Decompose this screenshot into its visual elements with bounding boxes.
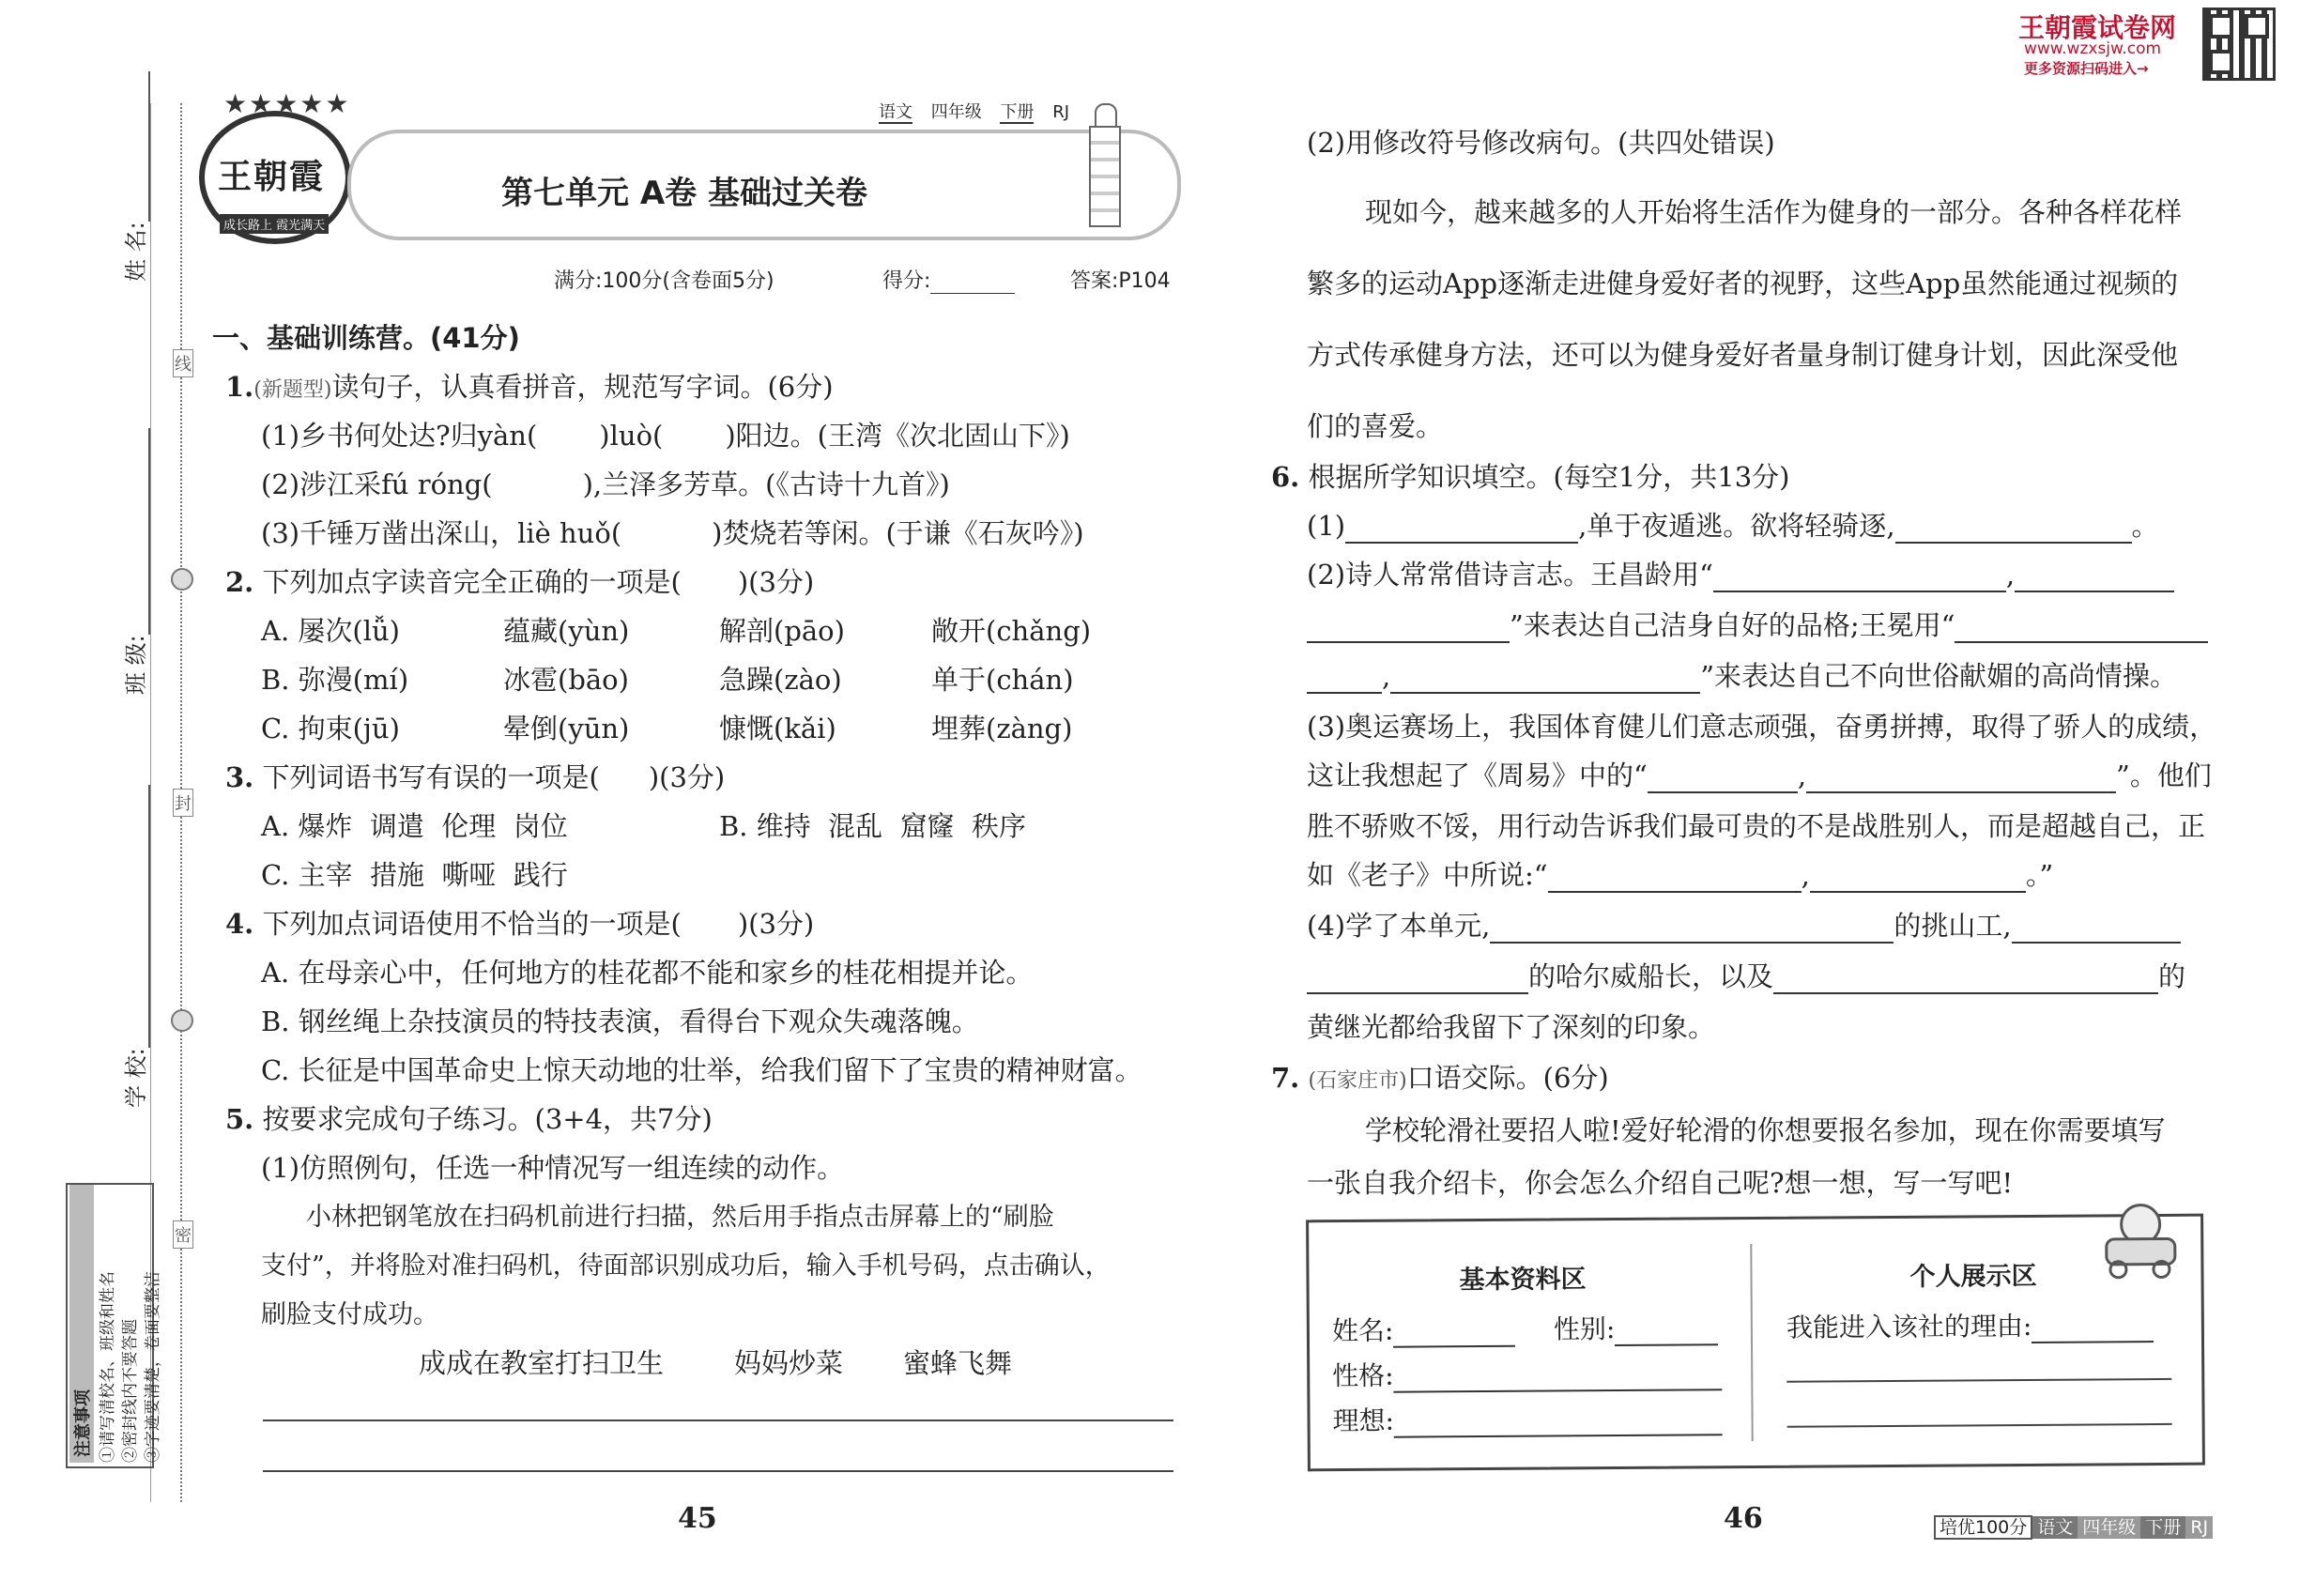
q6-item-3-cont: 如《老子》中所说:“ , 。” [1307,859,2054,891]
card-left-title: 基本资料区 [1459,1265,1587,1296]
card-right-title: 个人展示区 [1909,1261,2037,1292]
fill-blank[interactable] [1390,664,1700,694]
site-hint: 更多资源扫码进入→ [2024,60,2149,77]
page-number-left: 45 [678,1502,717,1535]
q1-item-1: (1)乡书何处达?归yàn( )luò( )阳边。(王湾《次北固山下》) [261,420,1070,452]
notes-box [66,1183,162,1468]
tag-volume: 下册 [1000,102,1035,122]
title-banner [347,130,1181,240]
fill-blank[interactable] [1307,613,1510,643]
q5-choice: 成成在教室打扫卫生 [419,1347,665,1379]
q5-example-line: 刷脸支付成功。 [261,1300,438,1329]
q6-item-2-cont: , ”来表达自己不向世俗献媚的高尚情操。 [1307,655,2177,694]
note-item: ①请写清校名、班级和姓名 [99,1271,117,1463]
cut-mark-secret: 密 [173,1220,193,1249]
footer-tag: 下册 [2140,1516,2185,1539]
card-reason-field[interactable]: 我能进入该社的理由: [1786,1305,2154,1345]
fill-blank[interactable] [2015,562,2174,592]
lighthouse-icon [1087,103,1121,225]
answer-line[interactable] [263,1420,1173,1421]
q6-item-2-cont: ”来表达自己洁身自好的品格;王冕用“ [1307,605,2208,643]
subject-tags [879,99,1069,123]
brand-tagline: 成长路上 霞光满天 [220,214,329,234]
note-item: ③字迹要清楚，卷面要整洁 [144,1271,162,1463]
fill-blank[interactable] [1810,863,2026,893]
footer-badge: 培优100分 [1934,1515,2032,1540]
note-item: ②密封线内不要答题 [121,1319,140,1463]
fill-blank[interactable] [1345,514,1578,544]
footer-tag: 语文 [2032,1516,2078,1539]
q6-item-3: (3)奥运赛场上，我国体育健儿们意志顽强，奋勇拼搏，取得了骄人的成绩， [1307,711,2217,743]
site-name: 王朝霞试卷网 [2018,12,2177,43]
card-name-field[interactable]: 姓名: [1332,1310,1516,1348]
cut-mark-seal: 封 [173,789,193,817]
question-1: 1.(新题型)读句子，认真看拼音，规范写字词。(6分) [225,371,834,403]
page-title: 第七单元 A卷 基础过关卷 [501,175,867,212]
answer-ref: 答案:P104 [1070,269,1171,293]
fill-blank[interactable] [1773,964,2158,994]
q6-item-3-cont: 胜不骄败不馁，用行动告诉我们最可贵的不是战胜别人，而是超越自己，正 [1307,810,2206,842]
answer-line[interactable] [263,1470,1173,1472]
fill-blank[interactable] [1806,763,2116,793]
school-label: 学 校: [117,785,150,1108]
q6-item-1: (1) ,单于夜遁逃。欲将轻骑逐, 。 [1307,510,2159,542]
passage-line: 现如今，越来越多的人开始将生活作为健身的一部分。各种各样花样 [1365,196,2183,228]
q5-example-line: 小林把钢笔放在扫码机前进行扫描，然后用手指点击屏幕上的“刷脸 [306,1203,1054,1232]
q3-option-b: B. 维持 混乱 窟窿 秩序 [719,810,1027,842]
question-5: 5. 按要求完成句子练习。(3+4，共7分) [225,1103,713,1135]
fill-blank[interactable] [1307,664,1382,694]
q5-choice: 蜜蜂飞舞 [903,1347,1013,1379]
site-url: www.wzxsjw.com [2024,39,2162,58]
score-label: 得分: [882,265,1015,294]
stars-icon: ★★★★★ [223,88,351,119]
fill-blank[interactable] [1648,763,1798,793]
q1-item-3: (3)千锤万凿出深山，liè huǒ( )焚烧若等闲。(于谦《石灰吟》) [261,517,1084,549]
notes-title: 注意事项 [69,1185,94,1463]
question-4: 4. 下列加点词语使用不恰当的一项是( )(3分) [225,908,815,940]
page-number-right: 46 [1724,1502,1763,1535]
card-ideal-field[interactable]: 理想: [1332,1398,1723,1438]
footer-series [1934,1513,2213,1539]
roller-skate-icon [2095,1204,2186,1280]
q7-prompt: 学校轮滑社要招人啦!爱好轮滑的你想要报名参加，现在你需要填写 [1365,1114,2166,1146]
q3-option-c: C. 主宰 措施 嘶哑 践行 [261,859,568,891]
brand-logo-text: 王朝霞 [218,157,326,196]
q4-option-a: A. 在母亲心中，任何地方的桂花都不能和家乡的桂花相提并论。 [261,957,1034,989]
q7-prompt: 一张自我介绍卡，你会怎么介绍自己呢?想一想，写一写吧! [1307,1167,2014,1199]
passage-line: 繁多的运动App逐渐走进健身爱好者的视野，这些App虽然能通过视频的 [1307,268,2179,299]
question-3: 3. 下列词语书写有误的一项是( )(3分) [225,761,726,793]
score-total: 满分:100分(含卷面5分) [554,269,774,293]
question-2: 2. 下列加点字读音完全正确的一项是( )(3分) [225,566,815,598]
fill-blank[interactable] [1490,913,1894,944]
binding-hole-icon [171,568,193,591]
q5-part-1: (1)仿照例句，任选一种情况写一组连续的动作。 [261,1152,845,1184]
passage-line: 方式传承健身方法，还可以为健身爱好者量身制订健身计划，因此深受他 [1307,339,2179,371]
q5-choice: 妈妈炒菜 [734,1347,844,1379]
answer-line[interactable] [1787,1423,2172,1428]
fill-blank[interactable] [1713,562,2006,592]
card-gender-field[interactable]: 性别: [1554,1308,1719,1346]
tag-edition: RJ [1052,102,1070,122]
binding-hole-icon [171,1009,193,1032]
footer-tag: RJ [2185,1516,2213,1539]
q6-item-4-cont: 的哈尔威船长，以及 的 [1307,956,2185,994]
q6-item-2: (2)诗人常常借诗言志。王昌龄用“ , [1307,554,2174,592]
footer-tag: 四年级 [2078,1516,2140,1539]
q4-option-c: C. 长征是中国革命史上惊天动地的壮举，给我们留下了宝贵的精神财富。 [261,1054,1142,1086]
card-divider [1750,1244,1753,1441]
q5-part-2: (2)用修改符号修改病句。(共四处错误) [1307,127,1775,159]
question-7: 7. (石家庄市)口语交际。(6分) [1271,1062,1609,1094]
q6-item-4: (4)学了本单元, 的挑山工, [1307,905,2181,944]
section-heading: 一、基础训练营。(41分) [212,322,520,354]
q1-item-2: (2)涉江采fú róng( ),兰泽多芳草。(《古诗十九首》) [261,468,950,500]
q3-option-a: A. 爆炸 调遣 伦理 岗位 [261,810,568,842]
fill-blank[interactable] [1895,514,2132,544]
answer-line[interactable] [1786,1378,2171,1383]
fill-blank[interactable] [1955,613,2208,643]
tag-subject: 语文 [879,102,912,122]
q5-example-line: 支付”，并将脸对准扫码机，待面部识别成功后，输入手机号码，点击确认， [261,1251,1111,1281]
brand-logo [199,88,351,244]
fill-blank[interactable] [1548,863,1802,893]
tag-grade: 四年级 [930,102,982,122]
fill-blank[interactable] [2012,913,2181,944]
question-6: 6. 根据所学知识填空。(每空1分，共13分) [1271,461,1790,493]
qr-code-icon[interactable] [2202,8,2276,81]
fill-blank[interactable] [1307,964,1528,994]
q6-item-3-cont: 这让我想起了《周易》中的“ , ”。他们 [1307,760,2212,791]
cut-mark-line: 线 [173,349,193,377]
class-label: 班 级: [117,428,150,695]
intro-card [1306,1214,2205,1472]
passage-line: 们的喜爱。 [1307,410,1444,442]
card-character-field[interactable]: 性格: [1332,1353,1723,1393]
q4-option-b: B. 钢丝绳上杂技演员的特技表演，看得台下观众失魂落魄。 [261,1005,979,1037]
name-label: 姓 名: [117,71,150,282]
q6-item-4-cont: 黄继光都给我留下了深刻的印象。 [1307,1011,1716,1043]
